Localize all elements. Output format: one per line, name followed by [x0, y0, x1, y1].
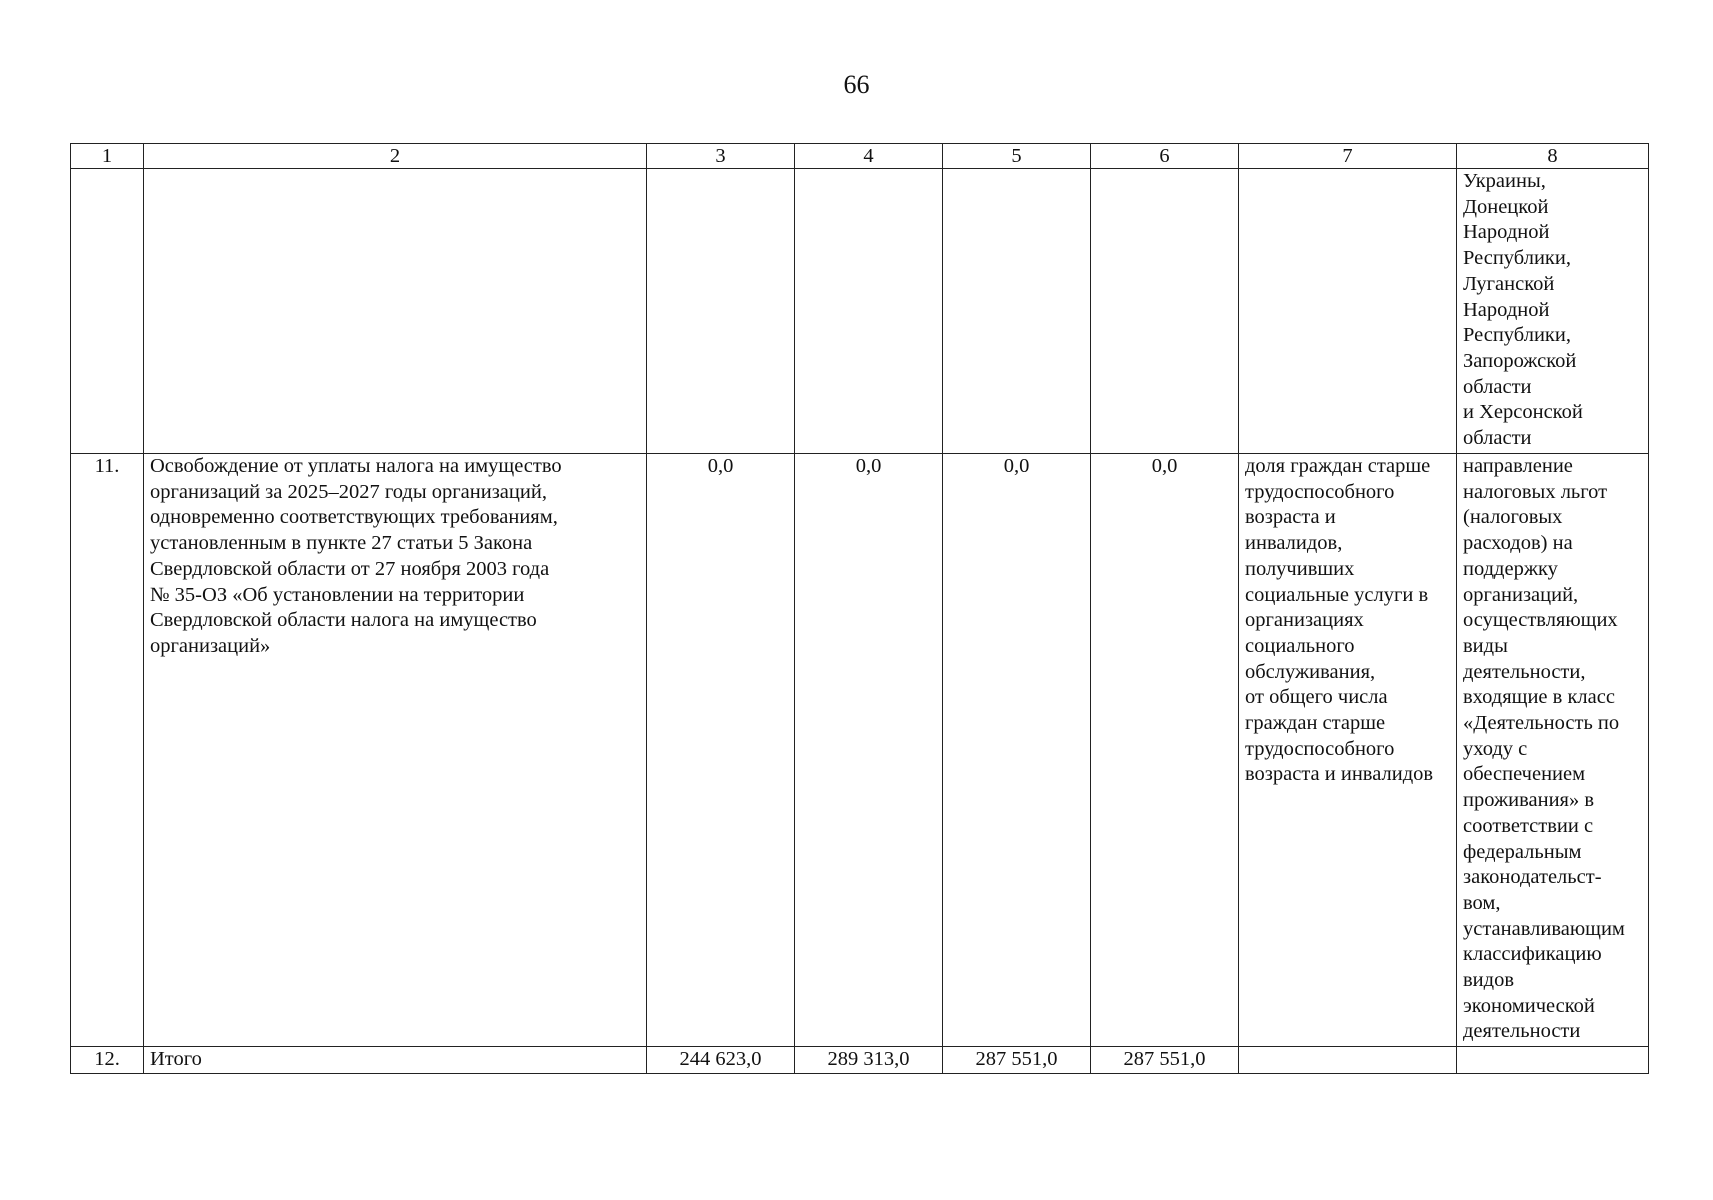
value-col3: 0,0	[647, 454, 795, 1047]
text-line: Украины,	[1463, 170, 1546, 192]
indicator-cell	[1239, 454, 1457, 1047]
column-header-2: 2	[144, 144, 647, 169]
text-line: трудоспособного	[1245, 480, 1395, 503]
continuation-col8-cell	[1457, 169, 1649, 454]
text-line: организациях	[1245, 609, 1364, 632]
total-col8	[1457, 1047, 1649, 1074]
text-line: обеспечением	[1463, 763, 1586, 786]
value-col6: 0,0	[1091, 454, 1239, 1047]
text-line: Запорожской	[1463, 349, 1577, 372]
text-line: и Херсонской	[1463, 401, 1583, 424]
value-col4: 0,0	[795, 454, 943, 1047]
text-line: Свердловской области налога на имущество	[150, 609, 537, 632]
text-line: видов	[1463, 969, 1515, 992]
text-line: социальные услуги в	[1245, 583, 1429, 606]
text-line: осуществляющих	[1463, 609, 1618, 632]
row-number: 12.	[71, 1047, 144, 1074]
column-header-8: 8	[1457, 144, 1649, 169]
text-line: устанавливающим	[1463, 917, 1625, 940]
text-line: (налоговых	[1463, 506, 1563, 529]
purpose-cell	[1457, 454, 1649, 1047]
empty-cell	[1091, 169, 1239, 454]
text-line: социального	[1245, 634, 1355, 657]
column-header-4: 4	[795, 144, 943, 169]
column-header-7: 7	[1239, 144, 1457, 169]
text-line: возраста и	[1245, 506, 1336, 529]
total-label: Итого	[144, 1047, 647, 1074]
text-line: деятельности,	[1463, 660, 1586, 683]
column-header-3: 3	[647, 144, 795, 169]
text-line: деятельности	[1463, 1020, 1581, 1043]
text-line: установленным в пункте 27 статьи 5 Закона	[150, 532, 533, 555]
text-line: виды	[1463, 634, 1508, 657]
table-row-12-total	[71, 1047, 1649, 1074]
text-line: № 35-ОЗ «Об установлении на территории	[150, 583, 525, 606]
text-line: возраста и инвалидов	[1245, 763, 1434, 786]
empty-cell	[1239, 169, 1457, 454]
text-line: организаций,	[1463, 583, 1579, 606]
total-col7	[1239, 1047, 1457, 1074]
text-line: входящие в класс	[1463, 686, 1615, 709]
text-line: поддержку	[1463, 557, 1558, 580]
text-line: Луганской	[1463, 272, 1555, 295]
table-row-11	[71, 454, 1649, 1047]
empty-cell	[647, 169, 795, 454]
text-line: организаций»	[150, 634, 271, 657]
table-header-row	[71, 144, 1649, 169]
empty-cell	[943, 169, 1091, 454]
text-line: проживания» в	[1463, 789, 1595, 812]
empty-cell	[795, 169, 943, 454]
column-header-6: 6	[1091, 144, 1239, 169]
text-line: области	[1463, 375, 1532, 398]
value-col5: 0,0	[943, 454, 1091, 1047]
text-line: граждан старше	[1245, 712, 1386, 735]
text-line: Народной	[1463, 221, 1550, 244]
row-number: 11.	[71, 454, 144, 1047]
text-line: инвалидов,	[1245, 532, 1343, 555]
text-line: от общего числа	[1245, 686, 1388, 709]
text-line: налоговых льгот	[1463, 480, 1608, 503]
total-col6: 287 551,0	[1091, 1047, 1239, 1074]
total-col4: 289 313,0	[795, 1047, 943, 1074]
table-row-continuation	[71, 169, 1649, 454]
text-line: вом,	[1463, 891, 1501, 914]
empty-cell	[71, 169, 144, 454]
text-line: классификацию	[1463, 943, 1602, 966]
text-line: Республики,	[1463, 247, 1571, 270]
column-header-1: 1	[71, 144, 144, 169]
text-line: трудоспособного	[1245, 737, 1395, 760]
text-line: области	[1463, 427, 1532, 450]
text-line: организаций за 2025–2027 годы организаций,	[150, 480, 547, 503]
text-line: Свердловской области от 27 ноября 2003 года	[150, 557, 550, 580]
text-line: Донецкой	[1463, 195, 1549, 218]
text-line: федеральным	[1463, 840, 1582, 863]
text-line: «Деятельность по	[1463, 712, 1620, 735]
text-line: Освобождение от уплаты налога на имущество	[150, 455, 562, 477]
text-line: направление	[1463, 455, 1573, 477]
text-line: Республики,	[1463, 324, 1571, 347]
empty-cell	[144, 169, 647, 454]
page-number: 66	[843, 70, 870, 99]
description-cell	[144, 454, 647, 1047]
text-line: экономической	[1463, 994, 1595, 1017]
text-line: уходу с	[1463, 737, 1528, 760]
text-line: расходов) на	[1463, 532, 1573, 555]
text-line: обслуживания,	[1245, 660, 1376, 683]
column-header-5: 5	[943, 144, 1091, 169]
text-line: законодательст-	[1463, 866, 1602, 889]
tax-benefits-table	[70, 143, 1649, 1074]
text-line: Народной	[1463, 298, 1550, 321]
text-line: соответствии с	[1463, 814, 1594, 837]
text-line: получивших	[1245, 557, 1355, 580]
total-col3: 244 623,0	[647, 1047, 795, 1074]
text-line: одновременно соответствующих требованиям,	[150, 506, 558, 529]
text-line: доля граждан старше	[1245, 455, 1431, 477]
total-col5: 287 551,0	[943, 1047, 1091, 1074]
